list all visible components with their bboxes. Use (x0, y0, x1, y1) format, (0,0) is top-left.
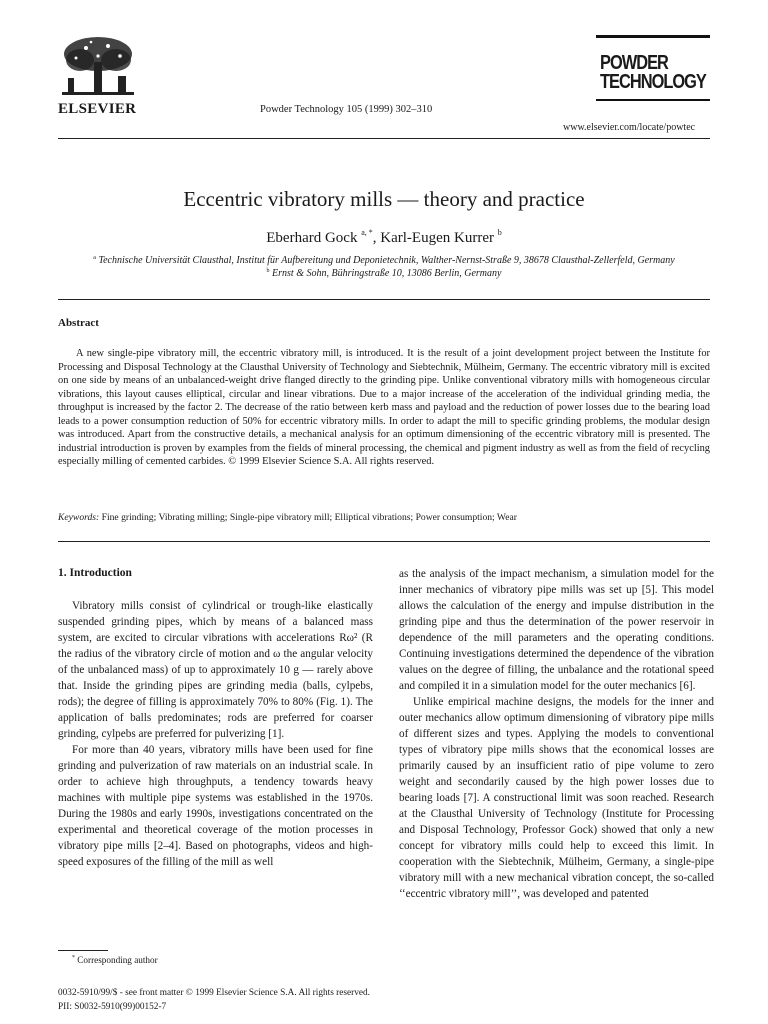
journal-logo-line2: TECHNOLOGY (600, 71, 706, 93)
journal-logo-line1: POWDER (600, 52, 668, 74)
author-kurrer-marks: b (497, 228, 502, 237)
keywords-label: Keywords: (58, 512, 100, 523)
abstract-text: A new single-pipe vibratory mill, the eccentric vibratory mill, is introduced. It is the result of a joint development project between the Institute for Processing and Disposal Technology at the Clausthal University of Technology and Siebtechnik, Mülheim, Germany. The eccentric vibratory mill is excited on one side by means of an unbalanced-weight drive flanged directly to the grinding pipe. Unlike conventional vibratory mills with homogeneous circular vibrations, this layout causes elliptical, circular and linear vibrations. Due to a major increase of the acceleration of the individual grinding media, the throughput is increased by the factor 2. The decrease of the ratio between kerb mass and payload and the reduction of power losses due to the bearing load leads to a power consumption reduction of 50% for eccentric vibratory mills. In order to adapt the mill to specific grinding problems, the modular design was introduced. Apart from the constructive details, a mechanical analysis for an optimum dimensioning of the eccentric vibratory mill is presented. The industrial introduction is proven by examples from the fields of mineral processing, the chemical and pigment industry as well as from the field of recycling especially milling of cemented carbides. © 1999 Elsevier Science S.A. All rights reserved. (58, 348, 710, 467)
author-separator: , (372, 230, 381, 246)
author-line (58, 228, 710, 247)
article-title: Eccentric vibratory mills — theory and practice (183, 187, 585, 211)
header-divider (58, 138, 710, 139)
affiliation-b (58, 268, 710, 279)
author-gock-marks: a, * (361, 228, 373, 237)
journal-citation: Powder Technology 105 (1999) 302–310 (260, 104, 433, 115)
author-gock: Eberhard Gock (266, 230, 358, 246)
journal-url: www.elsevier.com/locate/powtec (563, 122, 696, 133)
journal-logo-top-rule (596, 35, 710, 38)
affiliation-b-text: Ernst & Sohn, Bühringstraße 10, 13086 Berlin, Germany (272, 268, 502, 279)
abstract-bottom-divider (58, 541, 710, 542)
journal-logo-bottom-rule (596, 99, 710, 101)
left-paragraph-2: For more than 40 years, vibratory mills have been used for fine grinding and pulverization of raw materials on an industrial scale. In order to achieve high throughputs, a tendency towards heavy machines with multiple pipe systems was established in the 1970s. During the 1980s and early 1990s, investigations concentrated on the experimental and theoretical coverage of the motion processes in vibratory pipe mills [2–4]. Based on photographs, videos and high-speed exposures of the filling of the mill as well (58, 744, 373, 868)
affiliation-b-mark: b (266, 268, 270, 274)
pii-line: PII: S0032-5910(99)00152-7 (58, 1002, 167, 1012)
footnote-mark: * (72, 955, 75, 961)
left-paragraph-1: Vibratory mills consist of cylindrical or trough-like elastically suspended grinding pipes, which by means of a balanced mass system, are excited to circular vibrations with accelerations Rω² (R the radius of the vibratory circle of motion and ω the angular velocity of the unbalanced mass) of up to approximately 10 g — rarely above that. Inside the grinding pipes are grinding media (balls, cylpebs, rods); the degree of filling is approximately 70% to 80% (Fig. 1). The application of balls predominates; rods are preferred for coarser grinding, cylpebs are preferred for pulverizing [1]. (58, 600, 373, 740)
journal-logo (600, 54, 706, 92)
keywords (58, 512, 710, 523)
section-heading-introduction: 1. Introduction (58, 567, 132, 579)
author-kurrer: Karl-Eugen Kurrer (380, 230, 494, 246)
elsevier-tree-logo (58, 34, 138, 100)
copyright-line: 0032-5910/99/$ - see front matter © 1999 Elsevier Science S.A. All rights reserved. (58, 988, 370, 998)
affiliation-a (58, 255, 710, 266)
right-paragraph-2: Unlike empirical machine designs, the models for the inner and outer mechanics allow optimum dimensioning of vibratory pipe mills of different sizes and types. Applying the models to conventional types of vibratory pipe mills shows that the economical losses are primarily caused by an insufficient ratio of pipe volume to zero weight and secondarily caused by the high power losses due to bearing loads [7]. A constructional limit was soon reached. Research at the Clausthal University of Technology (Institute for Processing and Disposal Technology, Professor Gock) showed that only a new concept for vibratory mills could help to exceed this limit. In cooperation with the Siebtechnik, Mülheim, Germany, a single-pipe vibratory mill with a new mechanical vibration concept, the so-called ‘‘eccentric vibratory mill’’, was developed and patented (399, 696, 714, 900)
right-paragraph-1: as the analysis of the impact mechanism, a simulation model for the inner mechanics of vibratory pipe mills was set up [5]. This model allows the calculation of the energy and impulse distribution in the grinding pipe and thus the determination of the power reservoir in dependence of the mill parameters and the operating conditions. Continuing investigations determined the dependence of the vibration values on the degree of filling, the unbalance and the rotational speed and compiled it in a simulation model for the outer mechanics [6]. (399, 568, 714, 692)
abstract-heading: Abstract (58, 317, 99, 329)
publisher-name: ELSEVIER (58, 101, 137, 117)
keywords-list: Fine grinding; Vibrating milling; Single-pipe vibratory mill; Elliptical vibrations; Power consumption; Wear (101, 512, 517, 523)
abstract-top-divider (58, 299, 710, 300)
left-column (58, 598, 373, 870)
footnote-divider (58, 950, 108, 951)
footnote (72, 955, 158, 965)
affiliation-a-text: Technische Universität Clausthal, Institut für Aufbereitung und Deponietechnik, Walther-Nernst-Straße 9, 38678 Clausthal-Zellerfeld, Germany (98, 255, 675, 266)
right-column (399, 566, 714, 902)
footnote-text: Corresponding author (77, 955, 158, 965)
affiliation-a-mark: a (93, 255, 96, 261)
